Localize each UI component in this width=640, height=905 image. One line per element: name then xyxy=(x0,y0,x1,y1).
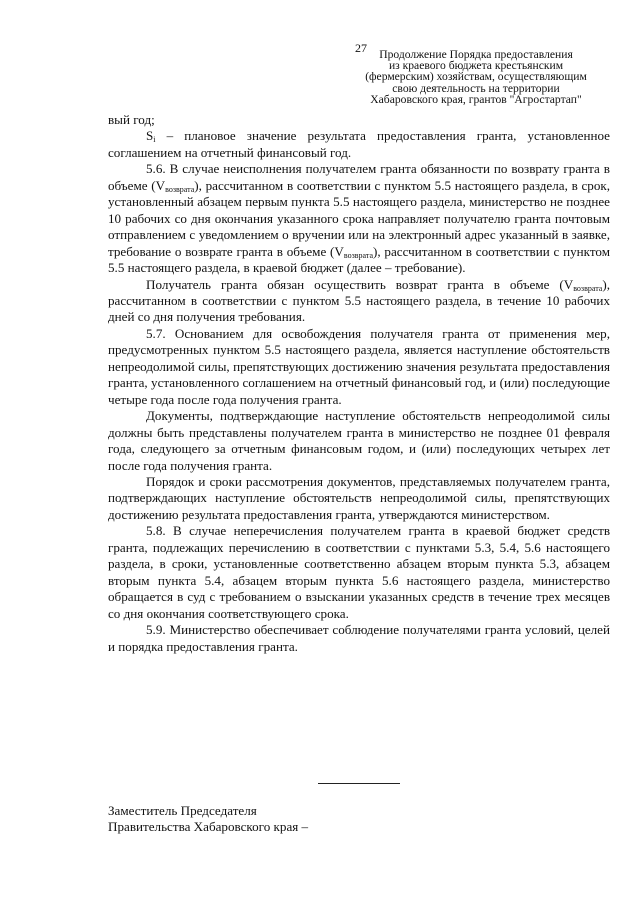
paragraph xyxy=(108,128,610,161)
subscript-text: возврата xyxy=(165,184,195,194)
paragraph-text: 5.9. Министерство обеспечивает соблюдение получателями гранта условий, целей и порядка предоставления гранта. xyxy=(108,622,610,654)
signature-block xyxy=(108,803,308,835)
paragraph xyxy=(108,112,610,128)
paragraph xyxy=(108,277,610,326)
signature-line: Заместитель Председателя xyxy=(108,803,257,818)
document-body xyxy=(108,112,610,655)
paragraph xyxy=(108,474,610,523)
header-note-line: свою деятельность на территории xyxy=(392,81,560,95)
header-note-line: Продолжение Порядка предоставления xyxy=(379,48,573,61)
paragraph-text: 5.7. Основанием для освобождения получателя гранта от применения мер, предусмотренных пунктом 5.5 настоящего раздела, является наступление обстоятельств непреодолимой силы, препятствующих достижению значения результата предоставления гранта, установленного соглашением на отчетный финансовый год, и (или) последующие четыре года после года получения гранта. xyxy=(108,325,610,407)
header-note-line: из краевого бюджета крестьянским xyxy=(388,59,564,73)
page-number: 27 xyxy=(355,41,367,55)
header-note-line: Хабаровского края, грантов "Агростартап" xyxy=(370,92,582,106)
paragraph xyxy=(108,523,610,622)
subscript-text: i xyxy=(153,135,156,145)
subscript-text: возврата xyxy=(573,283,603,293)
paragraph-text: ), рассчитанном в соответствии с пунктом 5.5 настоящего раздела, в течение 10 рабочих дней со дня получения требования. xyxy=(108,276,610,325)
subscript-text: возврата xyxy=(343,250,374,260)
paragraph-text: ), рассчитанном в соответствии с пунктом 5.5 настоящего раздела, в срок, установленный абзацем первым пункта 5.5 настоящего раздела, министерство не позднее 10 рабочих со дня окончания указанного срока направляет получателю гранта почтовым отправлением с уведомлением о вручении или на электронный адрес указанный в заявке, требование о возврате гранта в объеме (V xyxy=(108,177,611,259)
signature-line: Правительства Хабаровского края – xyxy=(108,819,309,834)
paragraph-text: Получатель гранта обязан осуществить возврат гранта в объеме (V xyxy=(146,276,574,292)
paragraph-text: S xyxy=(146,128,154,144)
paragraph xyxy=(108,622,610,655)
paragraph xyxy=(108,408,610,474)
separator-line xyxy=(318,783,400,784)
header-note-line: (фермерским) хозяйствам, осуществляющим xyxy=(365,70,587,84)
paragraph-text: – плановое значение результата предоставления гранта, установленное соглашением на отчетный финансовый год. xyxy=(108,128,610,160)
paragraph-text: ), рассчитанном в соответствии с пунктом 5.5 настоящего раздела, в краевой бюджет (далее – требование). xyxy=(108,243,611,276)
paragraph-text: вый год; xyxy=(108,112,155,127)
paragraph-text: 5.8. В случае неперечисления получателем гранта в краевой бюджет средств гранта, подлежащих перечислению в соответствии с пунктами 5.3, 5.4, 5.6 настоящего раздела, в сроки, установленные соответственно абзацем вторым пункта 5.3, абзацем вторым пункта 5.4, абзацем вторым пункта 5.6 настоящего раздела, министерство обращается в суд с требованием о взыскании указанных средств в течение трех месяцев со дня окончания соответствующего срока. xyxy=(108,523,610,621)
paragraph-text: Документы, подтверждающие наступление обстоятельств непреодолимой силы должны быть представлены получателем гранта в министерство не позднее 01 февраля года, следующего за отчетным финансовым годом, и (или) последующих четырех лет после года получения гранта. xyxy=(108,408,610,473)
paragraph xyxy=(108,326,610,408)
document-header-note xyxy=(350,49,602,105)
paragraph xyxy=(108,161,610,276)
paragraph-text: Порядок и сроки рассмотрения документов, представляемых получателем гранта, подтверждающих наступление обстоятельств непреодолимой силы, препятствующих достижению результата предоставления гранта, утверждаются министерством. xyxy=(108,473,610,522)
paragraph-text: 5.6. В случае неисполнения получателем гранта обязанности по возврату гранта в объеме (V xyxy=(108,161,610,193)
